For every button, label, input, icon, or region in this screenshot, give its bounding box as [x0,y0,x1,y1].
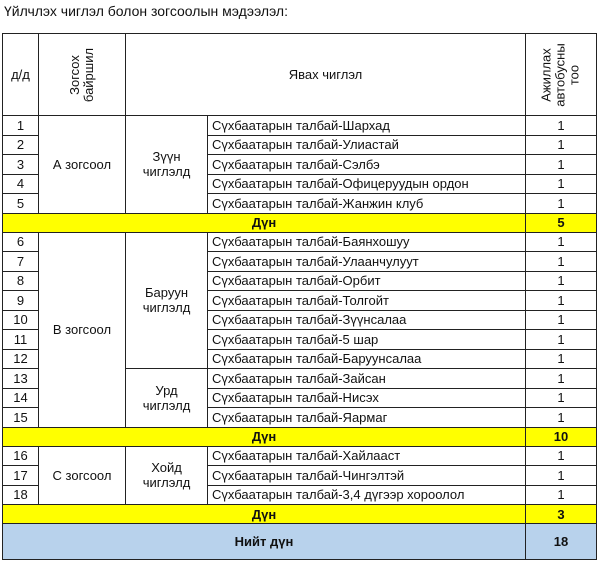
bus-count: 1 [526,388,597,408]
bus-count: 1 [526,349,597,369]
route-name: Сүхбаатарын талбай-Орбит [208,271,526,291]
route-name: Сүхбаатарын талбай-Чингэлтэй [208,466,526,486]
route-info-table [2,33,597,560]
route-name: Сүхбаатарын талбай-Офицеруудын ордон [208,174,526,194]
row-num: 14 [3,388,39,408]
bus-count: 1 [526,252,597,272]
route-name: Сүхбаатарын талбай-Зүүнсалаа [208,310,526,330]
bus-count: 1 [526,310,597,330]
bus-count: 1 [526,330,597,350]
subtotal-row-c [3,505,597,524]
grand-total-value: 18 [526,524,597,560]
bus-count: 1 [526,369,597,389]
row-num: 9 [3,291,39,311]
direction-south-line2: чиглэлд [142,397,191,413]
subtotal-label: Дүн [3,427,526,446]
zone-a: А зогсоол [39,116,126,214]
direction-north-line1: Хойд [151,460,182,476]
row-num: 10 [3,310,39,330]
direction-north [126,446,208,505]
route-name: Сүхбаатарын талбай-3,4 дүгээр хороолол [208,485,526,505]
row-num: 12 [3,349,39,369]
bus-count: 1 [526,232,597,252]
header-buses-line1: Ажиллах [539,47,554,102]
zone-b: В зогсоол [39,232,126,427]
header-buses-line2: автобусны [553,42,568,107]
bus-count: 1 [526,271,597,291]
route-name: Сүхбаатарын талбай-Шархад [208,116,526,136]
subtotal-label: Дүн [3,213,526,232]
bus-count: 1 [526,116,597,136]
subtotal-value: 3 [526,505,597,524]
row-num: 15 [3,408,39,428]
row-num: 5 [3,194,39,214]
header-num: д/д [3,34,39,116]
row-num: 18 [3,485,39,505]
row-num: 1 [3,116,39,136]
row-num: 16 [3,446,39,466]
direction-west-line1: Баруун [144,285,189,301]
bus-count: 1 [526,194,597,214]
subtotal-row-a [3,213,597,232]
route-name: Сүхбаатарын талбай-Зайсан [208,369,526,389]
header-stop-location [39,34,126,116]
route-name: Сүхбаатарын талбай-5 шар [208,330,526,350]
direction-east [126,116,208,214]
route-name: Сүхбаатарын талбай-Улаанчулуут [208,252,526,272]
header-route: Явах чиглэл [126,34,526,116]
route-name: Сүхбаатарын талбай-Сэлбэ [208,155,526,175]
route-name: Сүхбаатарын талбай-Яармаг [208,408,526,428]
direction-south-line1: Урд [155,382,178,398]
route-name: Сүхбаатарын талбай-Жанжин клуб [208,194,526,214]
table-row [3,232,597,252]
subtotal-value: 10 [526,427,597,446]
row-num: 2 [3,135,39,155]
zone-c: С зогсоол [39,446,126,505]
route-name: Сүхбаатарын талбай-Баруунсалаа [208,349,526,369]
row-num: 6 [3,232,39,252]
bus-count: 1 [526,485,597,505]
header-buses-line3: тоо [567,64,582,85]
route-name: Сүхбаатарын талбай-Баянхошуу [208,232,526,252]
route-name: Сүхбаатарын талбай-Хайлааст [208,446,526,466]
header-stop-line1: Зогсох [67,54,82,95]
row-num: 4 [3,174,39,194]
bus-count: 1 [526,408,597,428]
subtotal-label: Дүн [3,505,526,524]
grand-total-label: Нийт дүн [3,524,526,560]
bus-count: 1 [526,174,597,194]
header-stop-line2: байршил [81,47,96,102]
table-row [3,446,597,466]
table-row [3,116,597,136]
grand-total-row [3,524,597,560]
direction-east-line2: чиглэлд [142,164,191,180]
row-num: 11 [3,330,39,350]
row-num: 8 [3,271,39,291]
row-num: 17 [3,466,39,486]
bus-count: 1 [526,291,597,311]
bus-count: 1 [526,446,597,466]
header-row [3,34,597,116]
row-num: 13 [3,369,39,389]
bus-count: 1 [526,155,597,175]
direction-west [126,232,208,369]
route-name: Сүхбаатарын талбай-Нисэх [208,388,526,408]
bus-count: 1 [526,466,597,486]
direction-east-line1: Зүүн [152,149,181,165]
bus-count: 1 [526,135,597,155]
table-caption: Үйлчлэх чиглэл болон зогсоолын мэдээлэл: [4,3,288,19]
row-num: 7 [3,252,39,272]
row-num: 3 [3,155,39,175]
route-name: Сүхбаатарын талбай-Толгойт [208,291,526,311]
route-name: Сүхбаатарын талбай-Улиастай [208,135,526,155]
direction-north-line2: чиглэлд [142,475,191,491]
header-bus-count [526,34,597,116]
direction-south [126,369,208,428]
subtotal-value: 5 [526,213,597,232]
subtotal-row-b [3,427,597,446]
direction-west-line2: чиглэлд [142,300,191,316]
